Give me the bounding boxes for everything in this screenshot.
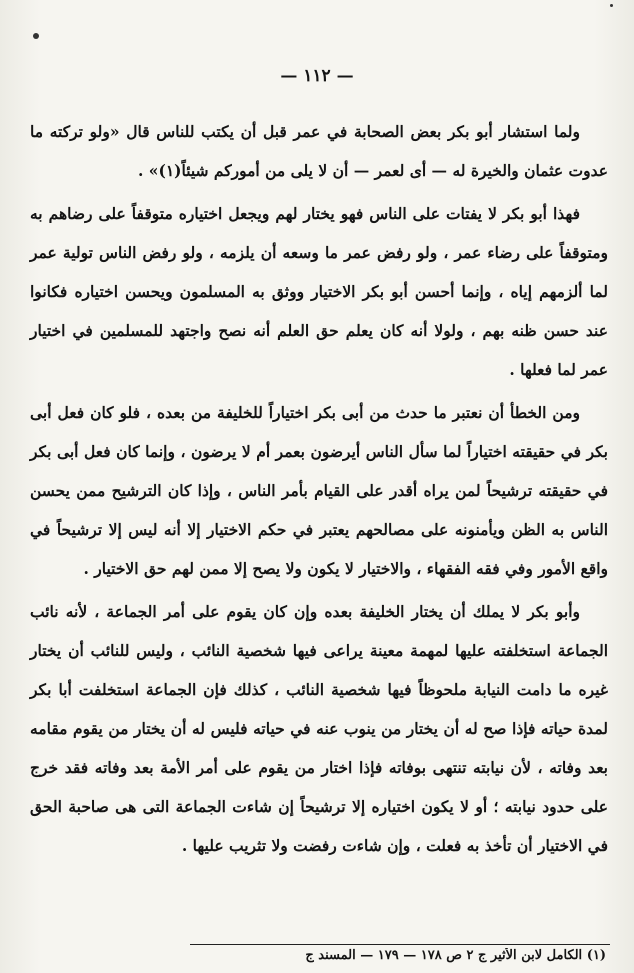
paragraph-1: ولما استشار أبو بكر بعض الصحابة في عمر قبل أن يكتب للناس قال «ولو تركته ما عدوت عثمان والخيرة له — أى لعمر — أن لا يلى من أموركم شيئاً(١)» . bbox=[30, 122, 608, 180]
paragraph-3: ومن الخطأ أن نعتبر ما حدث من أبى بكر اختياراً للخليفة من بعده ، فلو كان فعل أبى بكر في حقيقته اختياراً لما سأل الناس أيرضون بعمر أم لا يرضون ، وإنما كان فعل أبى بكر في حقيقته ترشيحاً لمن يراه أقدر على القيام بأمر الناس ، وإذا كان الترشيح ممن يحسن الناس به الظن ويأمنونه على مصالحهم يعتبر في حكم الاختيار إلا أنه ليس إلا ترشيحاً في واقع الأمور وفي فقه الفقهاء ، والاختيار لا يكون ولا يصح إلا ممن لهم حق الاختيار . bbox=[30, 403, 608, 578]
paragraph-2: فهذا أبو بكر لا يفتات على الناس فهو يختار لهم ويجعل اختياره متوقفاً على رضاهم به ومتوقفاً على رضاء عمر ، ولو رفض عمر ما وسعه أن يلزمه ، ولو رفض الناس تولية عمر لما ألزمهم إياه ، وإنما أحسن أبو بكر الاختيار ووثق به المسلمون ويحسن اختياره فكانوا عند حسن ظنه بهم ، ولولا أنه كان يعلم حق العلم أنه نصح واجتهد للمسلمين في اختيار عمر لما فعلها . bbox=[30, 204, 608, 379]
scan-speck bbox=[33, 33, 39, 39]
paragraph-4: وأبو بكر لا يملك أن يختار الخليفة بعده وإن كان يقوم على أمر الجماعة ، لأنه نائب الجماعة استخلفته عليها لمهمة معينة يراعى فيها شخصية النائب ، وليس للنائب أن يختار غيره ما دامت النيابة ملحوظاً فيها شخصية النائب ، كذلك فإن الجماعة استخلفت أبا بكر لمدة حياته فإذا صح له أن يختار من ينوب عنه في حياته فليس له أن يختار من يقوم مقامه بعد وفاته ، لأن نيابته تنتهى بوفاته فإذا اختار من يقوم على أمر الأمة بعد وفاته فقد خرج على حدود نيابته ؛ أو لا يكون اختياره إلا ترشيحاً إن شاءت الجماعة التى هى صاحبة الحق في الاختيار أن تأخذ به فعلت ، وإن شاءت رفضت ولا تثريب عليها . bbox=[30, 602, 608, 855]
footnote: (١) الكامل لابن الأثير ج ٢ ص ١٧٨ — ١٧٩ — المسند ج bbox=[305, 948, 606, 963]
page-number: — ١١٢ — bbox=[280, 66, 354, 86]
scan-speck bbox=[610, 4, 613, 7]
footnote-divider bbox=[190, 944, 610, 945]
body-text bbox=[30, 112, 608, 865]
